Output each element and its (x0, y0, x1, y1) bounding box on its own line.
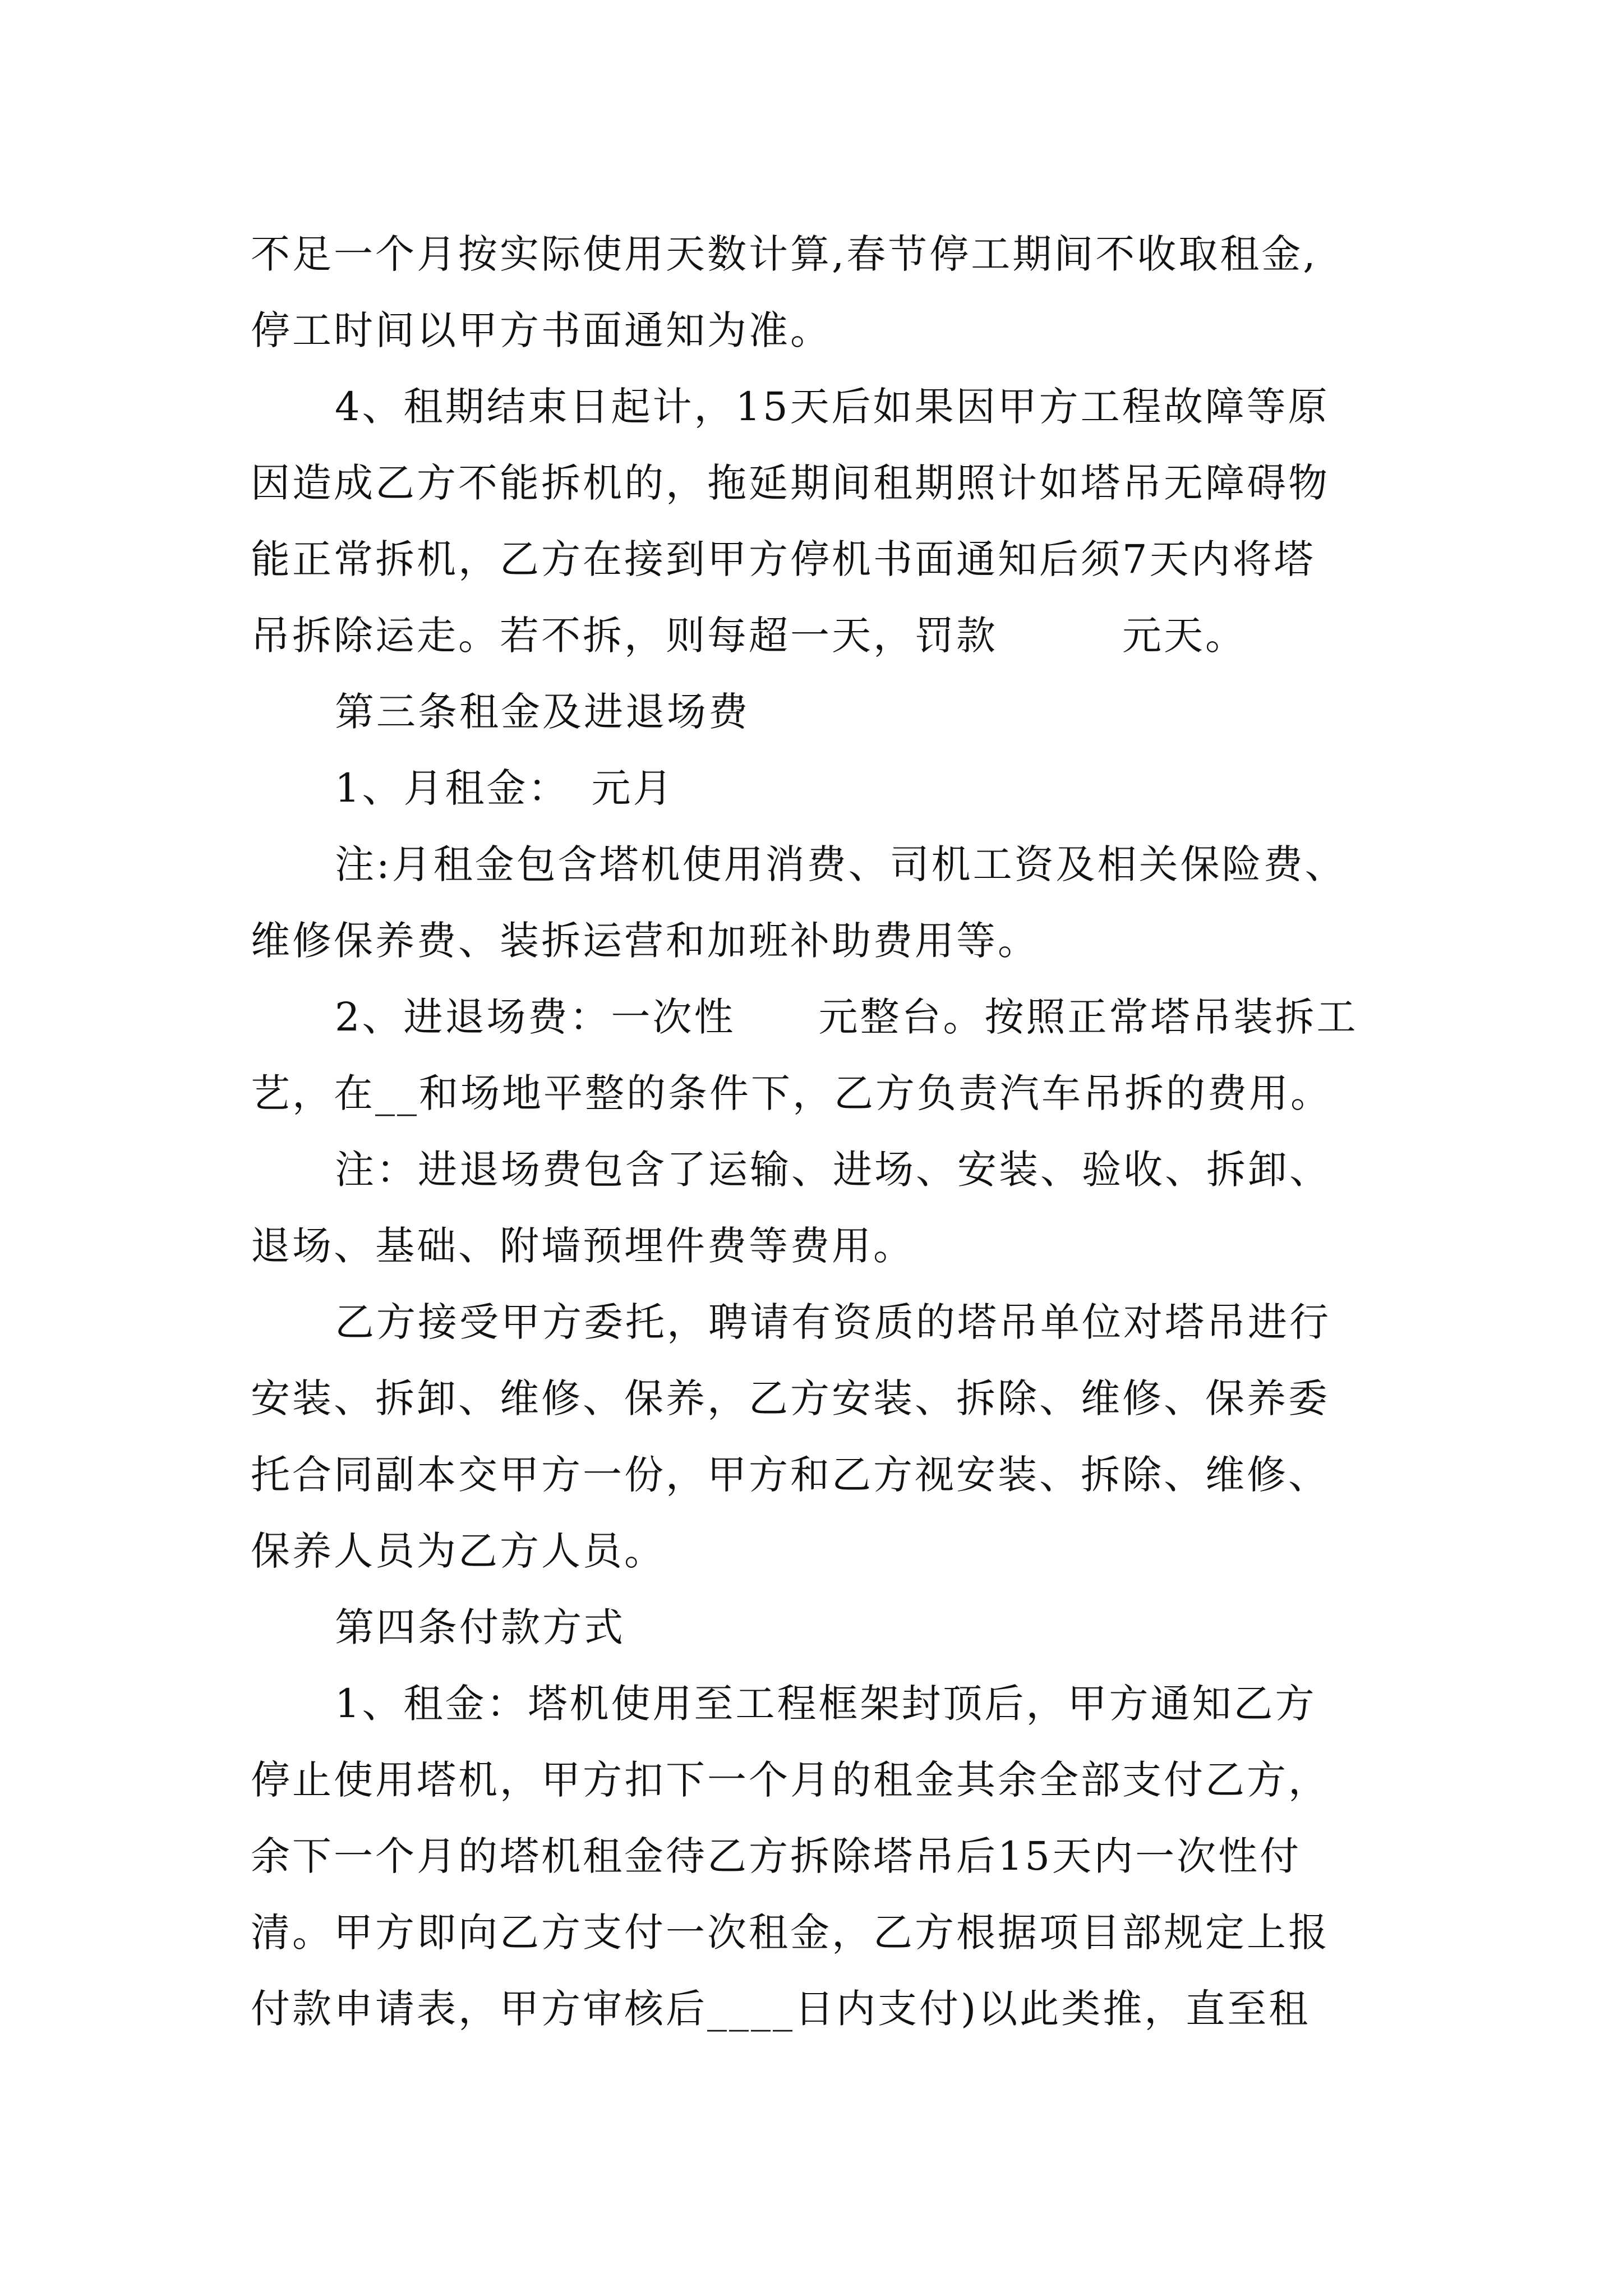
text-line: 维修保养费、装拆运营和加班补助费用等。 (251, 918, 1039, 964)
text-line: 付款申请表，甲方审核后____日内支付)以此类推，直至租 (251, 1986, 1311, 2032)
text-line: 注:月租金包含塔机使用消费、司机工资及相关保险费、 (335, 841, 1347, 887)
text-line: 能正常拆机，乙方在接到甲方停机书面通知后须7天内将塔 (251, 536, 1316, 582)
text-line: 退场、基础、附墙预埋件费等费用。 (251, 1223, 915, 1269)
text-line: 4、租期结束日起计，15天后如果因甲方工程故障等原 (335, 384, 1330, 430)
text-line: 1、租金：塔机使用至工程框架封顶后，甲方通知乙方 (335, 1681, 1317, 1727)
text-line: 第三条租金及进退场费 (335, 689, 750, 735)
text-line: 2、进退场费：一次性 元整台。按照正常塔吊装拆工 (335, 994, 1358, 1040)
document-body (251, 216, 1440, 2047)
text-line: 吊拆除运走。若不拆，则每超一天，罚款 元天。 (251, 613, 1247, 659)
text-line: 因造成乙方不能拆机的，拖延期间租期照计如塔吊无障碍物 (251, 460, 1330, 506)
text-line: 艺，在__和场地平整的条件下，乙方负责汽车吊拆的费用。 (251, 1070, 1332, 1116)
text-line: 注：进退场费包含了运输、进场、安装、验收、拆卸、 (335, 1147, 1331, 1193)
text-line: 第四条付款方式 (335, 1604, 625, 1650)
text-line: 余下一个月的塔机租金待乙方拆除塔吊后15天内一次性付 (251, 1833, 1302, 1879)
text-line: 托合同副本交甲方一份，甲方和乙方视安装、拆除、维修、 (251, 1452, 1330, 1498)
text-line: 保养人员为乙方人员。 (251, 1528, 666, 1574)
text-line: 安装、拆卸、维修、保养，乙方安装、拆除、维修、保养委 (251, 1375, 1330, 1421)
text-line: 不足一个月按实际使用天数计算,春节停工期间不收取租金, (251, 231, 1318, 277)
text-line: 停止使用塔机，甲方扣下一个月的租金其余全部支付乙方， (251, 1757, 1330, 1803)
text-line: 停工时间以甲方书面通知为准。 (251, 307, 832, 353)
text-line: 清。甲方即向乙方支付一次租金，乙方根据项目部规定上报 (251, 1910, 1330, 1955)
text-line: 乙方接受甲方委托，聘请有资质的塔吊单位对塔吊进行 (335, 1299, 1331, 1345)
text-line: 1、月租金： 元月 (335, 765, 675, 811)
